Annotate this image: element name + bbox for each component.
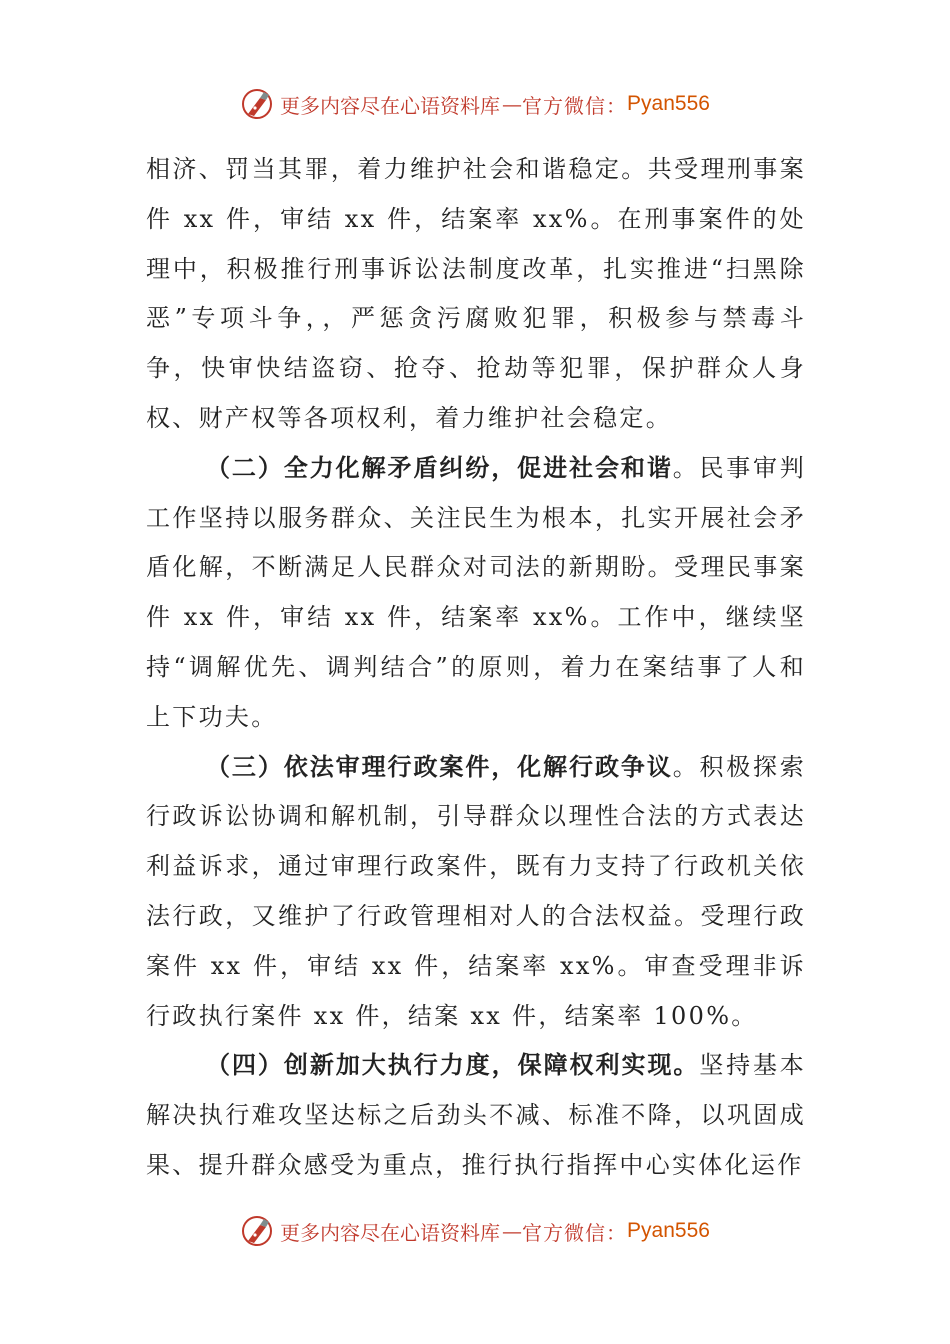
- paragraph-4-body: 坚持基本解决执行难攻坚达标之后劲头不减、标准不降，以巩固成果、提升群众感受为重点，推行执行指挥中心实体化运作: [146, 1051, 807, 1179]
- paragraph-3-body: 。积极探索行政诉讼协调和解机制，引导群众以理性合法的方式表达利益诉求，通过审理行政案件，既有力支持了行政机关依法行政，又维护了行政管理相对人的合法权益。受理行政案件 xx 件，审结 xx 件，结案率 xx%。审查受理非诉行政执行案件 xx 件，结案 xx 件，结案率 100%。: [146, 752, 807, 1030]
- footer-watermark-banner: [0, 1211, 950, 1251]
- banner-dash: —: [502, 92, 521, 116]
- paragraph-2-body: 。民事审判工作坚持以服务群众、关注民生为根本，扎实开展社会矛盾化解，不断满足人民群众对司法的新期盼。受理民事案件 xx 件，审结 xx 件，结案率 xx%。工作中，继续坚持“调解优先、调判结合”的原则，着力在案结事了人和上下功夫。: [146, 453, 807, 731]
- section-heading-4: （四）创新加大执行力度，保障权利实现。: [206, 1051, 700, 1080]
- banner-wechat-id: Pyan556: [627, 92, 710, 115]
- banner-main-text: 更多内容尽在心语资料库: [280, 93, 501, 118]
- paragraph-3: [146, 743, 806, 1042]
- banner-wechat-id: Pyan556: [627, 1219, 710, 1242]
- section-heading-3: （三）依法审理行政案件，化解行政争议: [206, 752, 673, 781]
- pen-nib-logo-icon: [240, 1213, 276, 1249]
- pen-nib-logo-icon: [240, 86, 276, 122]
- banner-dash: —: [502, 1219, 521, 1243]
- paragraph-2: [146, 444, 806, 743]
- document-body: [146, 145, 806, 1191]
- paragraph-1: 相济、罚当其罪，着力维护社会和谐稳定。共受理刑事案件 xx 件，审结 xx 件，结案率 xx%。在刑事案件的处理中，积极推行刑事诉讼法制度改革，扎实推进“扫黑除恶”专项斗争，，严惩贪污腐败犯罪，积极参与禁毒斗争，快审快结盗窃、抢夺、抢劫等犯罪，保护群众人身权、财产权等各项权利，着力维护社会稳定。: [146, 155, 806, 432]
- banner-official-label: 官方微信：: [522, 1220, 628, 1245]
- banner-official-label: 官方微信：: [522, 93, 628, 118]
- banner-main-text: 更多内容尽在心语资料库: [280, 1220, 501, 1245]
- section-heading-2: （二）全力化解矛盾纠纷，促进社会和谐: [206, 453, 673, 482]
- paragraph-4: [146, 1041, 806, 1190]
- header-watermark-banner: [0, 84, 950, 124]
